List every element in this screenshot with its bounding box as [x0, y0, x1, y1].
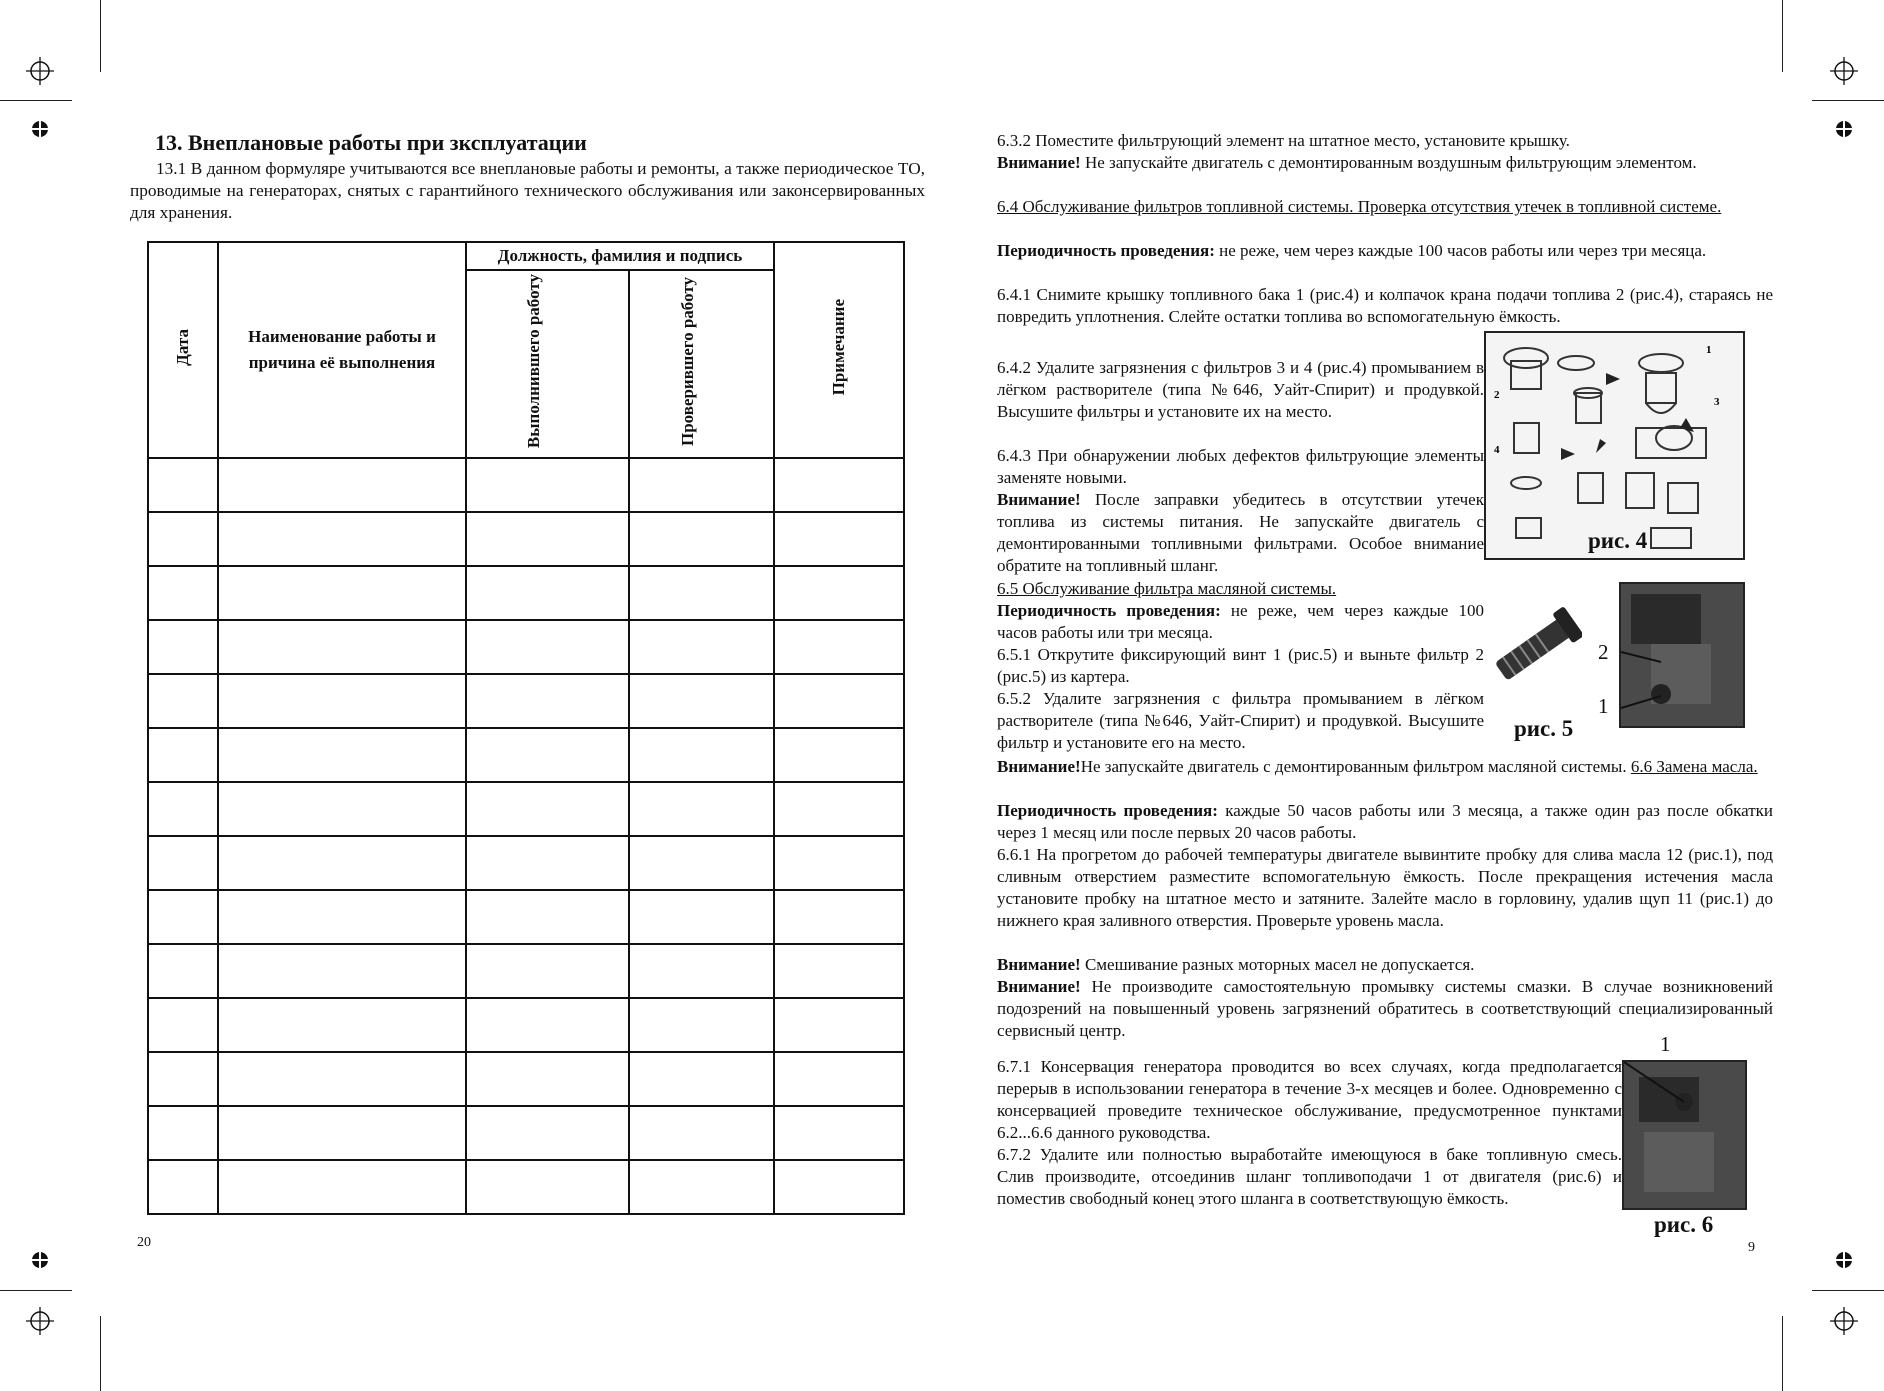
para-6-4-2: 6.4.2 Удалите загрязнения с фильтров 3 и 4 (рис.4) промыванием в лёгком растворителе (типа №646, Уайт-Спирит) и продувкой. Высушите фильтры и установите их на место.: [997, 358, 1484, 421]
table-row: [148, 458, 904, 512]
para-warning-oil-filter: Внимание!Не запускайте двигатель с демонтированным фильтром масляной системы. 6.6 Замена масла.: [997, 757, 1758, 776]
table-row: [148, 728, 904, 782]
unscheduled-work-table: [147, 241, 905, 1215]
page-number-left: 20: [137, 1235, 151, 1250]
para-6-3-2: 6.3.2 Поместите фильтрующий элемент на штатное место, установите крышку.: [997, 131, 1570, 150]
heading-6-5: 6.5 Обслуживание фильтра масляной системы.: [997, 579, 1337, 598]
heading-6-4: 6.4 Обслуживание фильтров топливной системы. Проверка отсутствия утечек в топливной системе.: [997, 197, 1722, 216]
figure-6-label-1: 1: [1660, 1032, 1671, 1056]
header-note: Примечание: [774, 242, 904, 458]
figure-6: [1622, 1060, 1747, 1210]
para-6-6-period: Периодичность проведения: каждые 50 часов работы или 3 месяца, а также один раз после обкатки через 1 месяц или после первых 20 часов работы.: [997, 801, 1773, 842]
figure-5-filter: [1482, 595, 1582, 715]
section-title: 13. Внеплановые работы при зксплуатации: [155, 130, 587, 155]
header-performed: Выполнившего работу: [466, 270, 629, 458]
para-6-4-period: Периодичность проведения: не реже, чем через каждые 100 часов работы или через три месяца.: [997, 241, 1707, 260]
table-row: [148, 998, 904, 1052]
para-warning-air-filter: Внимание! Не запускайте двигатель с демонтированным воздушным фильтрующим элементом.: [997, 153, 1697, 172]
svg-text:3: 3: [1714, 396, 1720, 408]
intro-paragraph: [130, 158, 925, 224]
figure-5: [1619, 582, 1745, 728]
header-checked: Проверившего работу: [629, 270, 774, 458]
figure-4-caption: рис. 4: [1588, 528, 1648, 553]
para-warning-oils: Внимание! Смешивание разных моторных масел не допускается.: [997, 955, 1475, 974]
table-row: [148, 674, 904, 728]
table-row: [148, 836, 904, 890]
table-row: [148, 566, 904, 620]
table-row: [148, 512, 904, 566]
para-6-5-1: 6.5.1 Открутите фиксирующий винт 1 (рис.5) и выньте фильтр 2 (рис.5) из картера.: [997, 645, 1484, 686]
figure-5-caption: рис. 5: [1514, 716, 1574, 741]
table-row: [148, 944, 904, 998]
figure-5-label-2: 2: [1598, 640, 1609, 664]
table-row: [148, 1106, 904, 1160]
para-6-7-2: 6.7.2 Удалите или полностью выработайте имеющуюся в баке топливную смесь. Слив производите, отсоединив шланг топливоподачи 1 от двигателя (рис.6) и поместив свободный конец этого шланга в соответствующую ёмкость.: [997, 1145, 1622, 1208]
header-date: Дата: [148, 242, 218, 458]
table-row: [148, 1160, 904, 1214]
table-row: [148, 620, 904, 674]
para-6-5-period: Периодичность проведения: не реже, чем через каждые 100 часов работы или три месяца.: [997, 601, 1484, 642]
para-6-5-2: 6.5.2 Удалите загрязнения с фильтра промыванием в лёгком растворителе (типа №646, Уайт-Спирит) и продувкой. Высушите фильтр и установите его на место.: [997, 689, 1484, 752]
svg-text:1: 1: [1706, 344, 1712, 356]
header-position-group: Должность, фамилия и подпись: [466, 242, 774, 270]
para-6-4-3: 6.4.3 При обнаружении любых дефектов фильтрующие элементы заменяте новыми.: [997, 446, 1484, 487]
intro-text: 13.1 В данном формуляре учитываются все внеплановые работы и ремонты, а также периодическое ТО, проводимые на генераторах, снятых с гарантийного технического обслуживания или законсервированных для хранения.: [130, 159, 925, 222]
figure-5-label-1: 1: [1598, 694, 1609, 718]
svg-text:4: 4: [1494, 444, 1500, 456]
fuel-filter-illustration: [1486, 333, 1743, 558]
para-6-6-1: 6.6.1 На прогретом до рабочей температуры двигателе вывинтите пробку для слива масла 12 (рис.1), под сливным отверстием разместите вспомогательную ёмкость. После прекращения истечения масла установите пробку на штатное место и затяните. Залейте масло в горловину, удалив щуп 11 (рис.1) до нижнего края заливного отверстия. Проверьте уровень масла.: [997, 845, 1773, 930]
oil-filter-photo: [1621, 584, 1743, 726]
figure-6-caption: рис. 6: [1654, 1212, 1714, 1237]
para-6-7-1: 6.7.1 Консервация генератора проводится во всех случаях, когда предполагается перерыв в использовании генератора в течение 3-х месяцев и более. Одновременно с консервацией проведите техническое обслуживание, предусмотренное пунктами 6.2...6.6 данного руководства.: [997, 1057, 1622, 1142]
figure-4: [1484, 331, 1745, 560]
page-number-right: 9: [1748, 1240, 1755, 1255]
table-row: [148, 890, 904, 944]
para-warning-lubrication: Внимание! Не производите самостоятельную промывку системы смазки. В случае возникновений подозрений на повышенный уровень загрязнений обратитесь в соответствующий специализированный сервисный центр.: [997, 977, 1773, 1040]
table-row: [148, 1052, 904, 1106]
header-work-name: Наименование работы и причина её выполнения: [218, 242, 466, 458]
svg-text:2: 2: [1494, 389, 1500, 401]
para-warning-fuel: Внимание! После заправки убедитесь в отсутствии утечек топлива из системы питания. Не запускайте двигатель с демонтированными топливными фильтрами. Особое внимание обратите на топливный шланг.: [997, 490, 1484, 575]
table-row: [148, 782, 904, 836]
para-6-4-1: 6.4.1 Снимите крышку топливного бака 1 (рис.4) и колпачок крана подачи топлива 2 (рис.4), стараясь не повредить уплотнения. Слейте остатки топлива во вспомогательную ёмкость.: [997, 285, 1773, 326]
right-page: [942, 0, 1884, 1391]
fuel-hose-photo: [1624, 1062, 1745, 1208]
